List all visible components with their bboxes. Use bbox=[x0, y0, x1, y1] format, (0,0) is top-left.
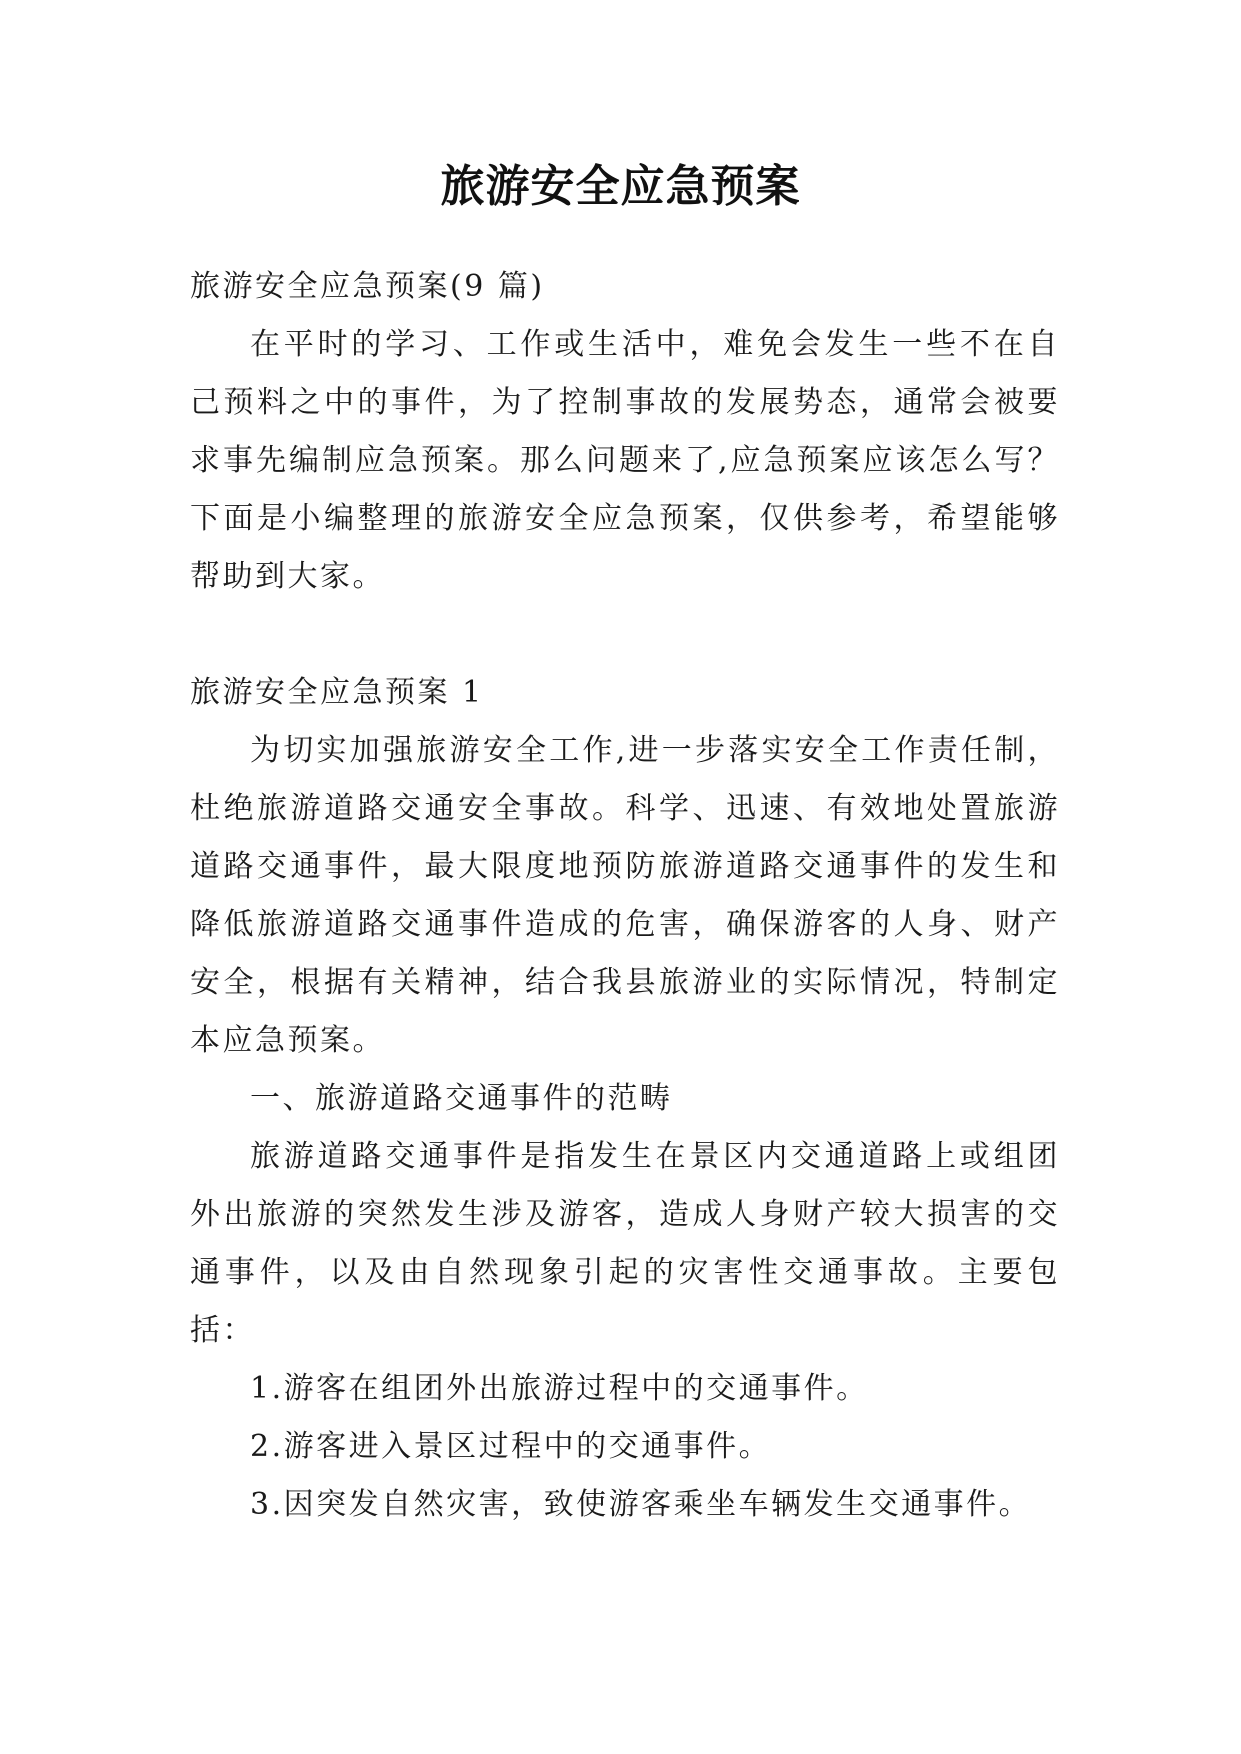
document-body bbox=[190, 258, 1060, 1534]
list-item: 1.游客在组团外出旅游过程中的交通事件。 bbox=[250, 1371, 869, 1406]
list-item: 3.因突发自然灾害，致使游客乘坐车辆发生交通事件。 bbox=[250, 1487, 1032, 1522]
document-title: 旅游安全应急预案 bbox=[440, 161, 801, 212]
section-paragraph: 为切实加强旅游安全工作,进一步落实安全工作责任制，杜绝旅游道路交通安全事故。科学、迅速、有效地处置旅游道路交通事件，最大限度地预防旅游道路交通事件的发生和降低旅游道路交通事件造成的危害，确保游客的人身、财产安全，根据有关精神，结合我县旅游业的实际情况，特制定本应急预案。 bbox=[190, 733, 1060, 1058]
list-item: 2.游客进入景区过程中的交通事件。 bbox=[250, 1429, 772, 1464]
section-spacer bbox=[190, 606, 1060, 664]
section-heading: 旅游安全应急预案 1 bbox=[190, 675, 484, 710]
intro-paragraph: 在平时的学习、工作或生活中，难免会发生一些不在自己预料之中的事件，为了控制事故的发展势态，通常会被要求事先编制应急预案。那么问题来了,应急预案应该怎么写？下面是小编整理的旅游安全应急预案，仅供参考，希望能够帮助到大家。 bbox=[190, 327, 1060, 594]
subsection-heading: 一、旅游道路交通事件的范畴 bbox=[250, 1081, 673, 1116]
section-paragraph: 旅游道路交通事件是指发生在景区内交通道路上或组团外出旅游的突然发生涉及游客，造成人身财产较大损害的交通事件，以及由自然现象引起的灾害性交通事故。主要包括： bbox=[190, 1139, 1060, 1348]
document-subtitle: 旅游安全应急预案(9 篇) bbox=[190, 269, 545, 304]
